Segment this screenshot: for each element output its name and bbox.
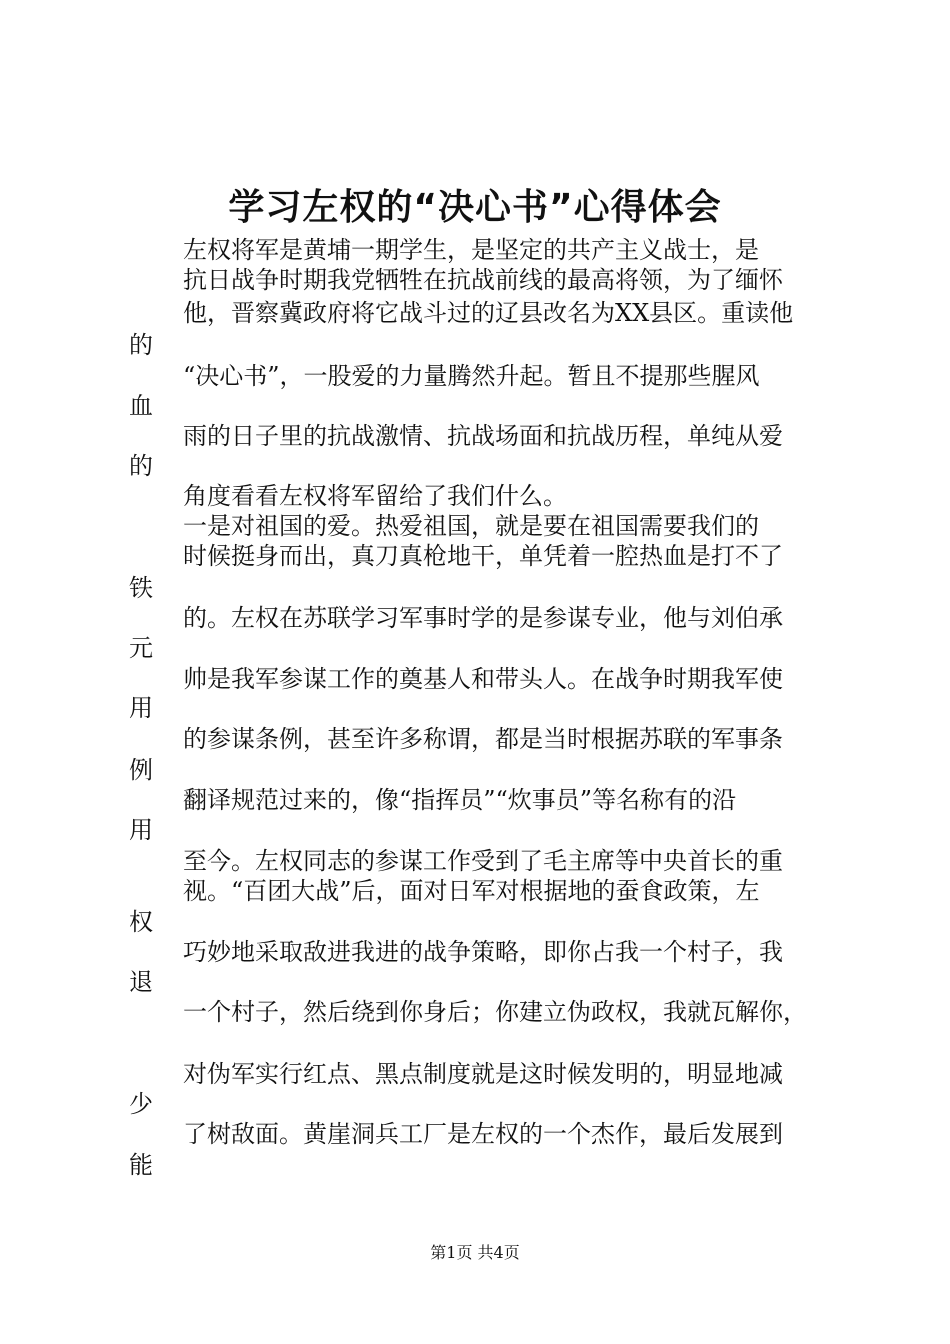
body-line: 角度看看左权将军留给了我们什么。	[183, 482, 567, 510]
body-line: 视。“百团大战”后，面对日军对根据地的蚕食政策，左	[183, 877, 760, 905]
body-line: 雨的日子里的抗战激情、抗战场面和抗战历程，单纯从爱	[183, 422, 783, 450]
body-line: 一是对祖国的爱。热爱祖国，就是要在祖国需要我们的	[183, 512, 759, 540]
body-line: 对伪军实行红点、黑点制度就是这时候发明的，明显地减	[183, 1060, 783, 1088]
margin-char: 用	[129, 694, 153, 722]
body-line: 了树敌面。黄崖洞兵工厂是左权的一个杰作，最后发展到	[183, 1120, 783, 1148]
margin-char: 铁	[129, 574, 153, 602]
margin-char: 血	[129, 392, 153, 420]
body-line: 他，晋察冀政府将它战斗过的辽县改名为XX县区。重读他	[183, 299, 794, 327]
body-line: 的参谋条例，甚至许多称谓，都是当时根据苏联的军事条	[183, 725, 783, 753]
margin-char: 例	[129, 756, 153, 784]
margin-char: 的	[129, 331, 153, 359]
margin-char: 退	[129, 968, 153, 996]
margin-char: 元	[129, 634, 153, 662]
body-line: “决心书”，一股爱的力量腾然升起。暂且不提那些腥风	[183, 362, 760, 390]
body-line: 左权将军是黄埔一期学生，是坚定的共产主义战士，是	[183, 236, 759, 264]
margin-char: 少	[129, 1090, 153, 1118]
page-footer: 第1页 共4页	[430, 1243, 520, 1262]
margin-char: 权	[129, 908, 153, 936]
body-line: 的。左权在苏联学习军事时学的是参谋专业，他与刘伯承	[183, 604, 783, 632]
body-line: 一个村子，然后绕到你身后；你建立伪政权，我就瓦解你，	[183, 998, 807, 1026]
body-line: 巧妙地采取敌进我进的战争策略，即你占我一个村子，我	[183, 938, 783, 966]
document-title: 学习左权的“决心书”心得体会	[228, 187, 722, 228]
margin-char: 的	[129, 452, 153, 480]
margin-char: 能	[129, 1151, 153, 1179]
body-line: 时候挺身而出，真刀真枪地干，单凭着一腔热血是打不了	[183, 542, 783, 570]
body-line: 至今。左权同志的参谋工作受到了毛主席等中央首长的重	[183, 847, 783, 875]
margin-char: 用	[129, 816, 153, 844]
body-line: 翻译规范过来的，像“指挥员”“炊事员”等名称有的沿	[183, 786, 737, 814]
body-line: 帅是我军参谋工作的奠基人和带头人。在战争时期我军使	[183, 665, 783, 693]
body-line: 抗日战争时期我党牺牲在抗战前线的最高将领，为了缅怀	[183, 266, 783, 294]
